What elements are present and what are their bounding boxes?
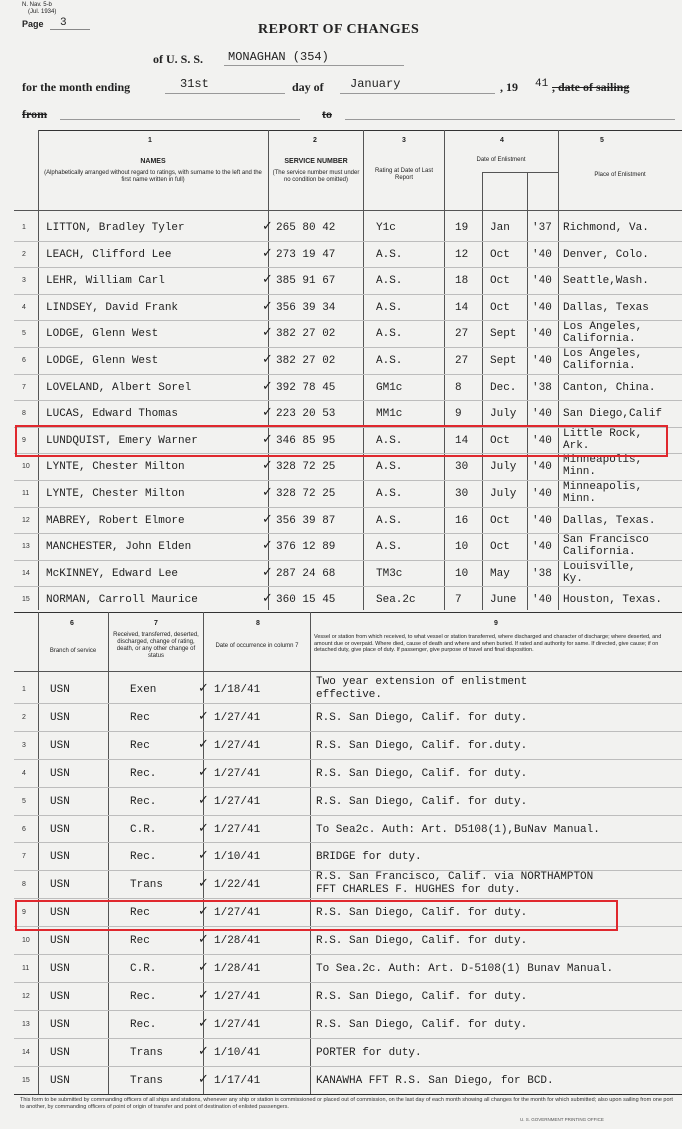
member-name: McKINNEY, Edward Lee <box>46 567 179 580</box>
change-detail: effective. <box>316 689 383 701</box>
enlist-place: California. <box>563 546 636 559</box>
enlist-day: 30 <box>455 488 469 500</box>
page-label: Page <box>22 19 44 29</box>
enlist-day: 18 <box>455 275 469 288</box>
enlist-day: 12 <box>455 248 469 261</box>
check-mark-icon: ✓ <box>198 960 209 975</box>
service-number: 360 15 45 <box>276 594 336 607</box>
enlist-place: San Francisco <box>563 534 649 547</box>
rating: GM1c <box>376 381 403 394</box>
rating: A.S. <box>376 328 403 341</box>
service-number: 265 80 42 <box>276 222 336 234</box>
branch-of-service: USN <box>50 1046 70 1059</box>
enlist-month: Oct <box>490 434 510 447</box>
change-detail: R.S. San Diego, Calif. for duty. <box>316 711 528 724</box>
enlist-day: 8 <box>455 381 462 394</box>
check-mark-icon: ✓ <box>262 298 273 314</box>
year-prefix: , 19 <box>500 80 518 94</box>
enlist-place: Dallas, Texas. <box>563 514 656 527</box>
col9-title: Vessel or station from which received, to what vessel or station transferred, where discharged and character of discharge; where deserted, and amount due or overpaid. Where died, cause of death and where and when buried. If rated and authority for same. If directed, give cause; if on detached duty, give place of duty. If passenger, give purpose of travel and final disposition. <box>314 634 662 653</box>
occurrence-date: 1/28/41 <box>214 935 261 948</box>
enlist-month: Oct <box>490 514 510 527</box>
check-mark-icon: ✓ <box>262 378 273 394</box>
upper-row-number: 11 <box>22 490 30 497</box>
sailing-label: , date of sailing <box>552 80 630 94</box>
rating: MM1c <box>376 408 403 421</box>
branch-of-service: USN <box>50 879 70 892</box>
service-number: 382 27 02 <box>276 328 336 341</box>
lower-row-divider <box>14 787 682 788</box>
month-value: January <box>350 77 401 91</box>
upper-row-divider <box>14 586 682 587</box>
enlist-place: Minneapolis, <box>563 481 643 493</box>
enlist-year: '38 <box>532 567 552 580</box>
service-number: 382 27 02 <box>276 355 336 367</box>
enlist-place: California. <box>563 333 636 346</box>
check-mark-icon: ✓ <box>262 405 273 421</box>
check-mark-icon: ✓ <box>198 736 209 752</box>
lower-row-number: 8 <box>22 881 26 889</box>
enlist-month: Oct <box>490 301 510 314</box>
enlist-day: 30 <box>455 461 469 474</box>
report-title: REPORT OF CHANGES <box>258 22 420 37</box>
to-label: to <box>322 107 332 121</box>
enlist-day: 14 <box>455 434 469 447</box>
upper-row-divider <box>14 374 682 375</box>
enlist-day: 14 <box>455 301 469 314</box>
change-of-status: Trans <box>130 1046 164 1059</box>
enlist-place: Houston, Texas. <box>563 594 663 607</box>
enlist-place: Los Angeles, <box>563 321 643 334</box>
printer-note: U. S. GOVERNMENT PRINTING OFFICE <box>520 1117 604 1122</box>
service-number: 328 72 25 <box>276 488 336 500</box>
lower-row-number: 12 <box>22 992 30 1000</box>
lower-row-number: 13 <box>22 1020 30 1028</box>
branch-of-service: USN <box>50 739 70 752</box>
enlist-month: June <box>490 594 517 607</box>
enlist-place: Minneapolis, <box>563 454 643 467</box>
upper-row-divider <box>14 400 682 401</box>
change-of-status: Rec <box>130 935 150 948</box>
rating: A.S. <box>376 541 403 554</box>
check-mark-icon: ✓ <box>262 485 273 500</box>
change-detail: R.S. San Diego, Calif. for duty. <box>316 990 528 1003</box>
check-mark-icon: ✓ <box>198 681 209 696</box>
member-name: LYNTE, Chester Milton <box>46 461 185 474</box>
change-of-status: C.R. <box>130 823 157 836</box>
form-date: (Jul. 1934) <box>28 9 57 15</box>
highlight-lower-row-9 <box>15 900 618 931</box>
check-mark-icon: ✓ <box>198 764 209 780</box>
enlist-month: Sept <box>490 328 517 341</box>
branch-of-service: USN <box>50 767 70 780</box>
enlist-day: 10 <box>455 541 469 554</box>
col3-title: Rating at Date of Last Report <box>374 168 434 181</box>
upper-row-number: 15 <box>22 596 30 604</box>
check-mark-icon: ✓ <box>262 564 273 580</box>
occurrence-date: 1/10/41 <box>214 851 261 864</box>
lower-row-number: 3 <box>22 741 26 749</box>
occurrence-date: 1/27/41 <box>214 711 261 724</box>
change-of-status: Rec <box>130 711 150 724</box>
ship-name: MONAGHAN (354) <box>228 50 329 64</box>
occurrence-date: 1/22/41 <box>214 879 261 892</box>
upper-row-divider <box>14 507 682 508</box>
lower-row-divider <box>14 703 682 704</box>
change-detail: R.S. San Diego, Calif. for duty. <box>316 935 528 948</box>
enlist-year: '40 <box>532 328 552 341</box>
enlist-year: '40 <box>532 514 552 527</box>
year-value: 41 <box>535 78 549 90</box>
lower-row-number: 5 <box>22 797 26 805</box>
service-number: 287 24 68 <box>276 567 336 580</box>
enlist-day: 7 <box>455 594 462 607</box>
occurrence-date: 1/27/41 <box>214 767 261 780</box>
lower-row-divider <box>14 1010 682 1011</box>
occurrence-date: 1/27/41 <box>214 990 261 1003</box>
enlist-place: Los Angeles, <box>563 348 643 360</box>
col1-title: NAMES <box>140 158 166 165</box>
enlist-day: 16 <box>455 514 469 527</box>
check-mark-icon: ✓ <box>198 708 209 724</box>
lower-row-number: 9 <box>22 909 26 917</box>
change-detail: R.S. San Diego, Calif. for.duty. <box>316 739 528 752</box>
check-mark-icon: ✓ <box>262 325 273 341</box>
from-label: from <box>22 107 48 121</box>
enlist-year: '40 <box>532 355 552 367</box>
service-number: 356 39 34 <box>276 301 336 314</box>
lower-row-number: 1 <box>22 686 26 693</box>
of-ship-label: of U. S. S. <box>153 52 204 66</box>
member-name: LODGE, Glenn West <box>46 328 159 341</box>
change-detail: Two year extension of enlistment <box>316 676 528 688</box>
lower-row-number: 6 <box>22 825 26 833</box>
enlist-year: '40 <box>532 488 552 500</box>
enlist-day: 27 <box>455 328 469 341</box>
check-mark-icon: ✓ <box>198 1015 209 1031</box>
day-value: 31st <box>180 77 209 91</box>
change-detail: KANAWHA FFT R.S. San Diego, for BCD. <box>316 1074 554 1087</box>
change-of-status: Rec. <box>130 795 157 808</box>
footer-note: This form to be submitted by commanding officers of all ships and stations, whenever any ship or station is commissioned or placed out of commission, on the last day of each month showing all changes for the month for which submitted; also upon sailing from one port to another, by commanding officers of point of origin of transfer and point of destination of enlisted passengers. <box>20 1097 673 1110</box>
lower-row-divider <box>14 815 682 816</box>
check-mark-icon: ✓ <box>198 932 209 948</box>
lower-row-number: 7 <box>22 853 26 861</box>
enlist-place: Ark. <box>563 439 590 452</box>
change-detail: R.S. San Diego, Calif. for duty. <box>316 907 528 920</box>
check-mark-icon: ✓ <box>198 876 209 892</box>
member-name: LINDSEY, David Frank <box>46 301 179 314</box>
change-detail: PORTER for duty. <box>316 1046 422 1059</box>
col1-note: (Alphabetically arranged without regard to ratings, with surname to the left and the first name written in full) <box>44 170 262 183</box>
col8-title: Date of occurrence in column 7 <box>215 643 299 649</box>
lower-row-number: 10 <box>22 937 30 945</box>
enlist-month: May <box>490 567 510 580</box>
enlist-year: '40 <box>532 408 552 421</box>
change-detail: R.S. San Diego, Calif. for duty. <box>316 767 528 780</box>
col5-number: 5 <box>600 137 604 144</box>
upper-row-number: 6 <box>22 357 26 364</box>
upper-row-number: 8 <box>22 410 26 418</box>
occurrence-date: 1/28/41 <box>214 963 261 975</box>
upper-row-divider <box>14 294 682 295</box>
enlist-place: Minn. <box>563 493 597 505</box>
highlight-upper-row-9 <box>15 425 668 457</box>
enlist-year: '40 <box>532 594 552 607</box>
enlist-year: '38 <box>532 381 552 394</box>
branch-of-service: USN <box>50 907 70 920</box>
lower-row-divider <box>14 954 682 955</box>
upper-row-number: 1 <box>22 224 26 231</box>
enlist-month: Oct <box>490 248 510 261</box>
member-name: LUCAS, Edward Thomas <box>46 408 179 421</box>
change-of-status: Trans <box>130 879 164 892</box>
upper-row-divider <box>14 241 682 242</box>
occurrence-date: 1/17/41 <box>214 1074 261 1087</box>
enlist-day: 9 <box>455 408 462 421</box>
enlist-year: '40 <box>532 541 552 554</box>
service-number: 273 19 47 <box>276 248 336 261</box>
occurrence-date: 1/27/41 <box>214 823 261 836</box>
enlist-place: Denver, Colo. <box>563 248 649 261</box>
member-name: LUNDQUIST, Emery Warner <box>46 434 198 447</box>
occurrence-date: 1/27/41 <box>214 795 261 808</box>
col2-note: (The service number must under no condition be omitted) <box>272 170 360 183</box>
enlist-place: San Diego,Calif <box>563 408 663 421</box>
enlist-day: 19 <box>455 222 469 234</box>
upper-row-number: 2 <box>22 250 26 258</box>
enlist-month: July <box>490 488 517 500</box>
change-detail: R.S. San Diego, Calif. for duty. <box>316 1018 528 1031</box>
check-mark-icon: ✓ <box>262 245 273 261</box>
check-mark-icon: ✓ <box>262 219 273 234</box>
enlist-place: California. <box>563 360 636 372</box>
lower-row-divider <box>14 1066 682 1067</box>
member-name: LYNTE, Chester Milton <box>46 488 185 500</box>
check-mark-icon: ✓ <box>262 431 273 447</box>
occurrence-date: 1/10/41 <box>214 1046 261 1059</box>
enlist-month: Oct <box>490 541 510 554</box>
upper-row-number: 14 <box>22 569 30 577</box>
check-mark-icon: ✓ <box>198 1043 209 1059</box>
upper-row-number: 9 <box>22 436 26 444</box>
member-name: LODGE, Glenn West <box>46 355 159 367</box>
check-mark-icon: ✓ <box>262 352 273 367</box>
col7-title: Received, transferred, deserted, discharged, change of rating, death, or any other change of status <box>113 632 199 659</box>
col9-number: 9 <box>494 620 498 627</box>
enlist-year: '40 <box>532 434 552 447</box>
member-name: MANCHESTER, John Elden <box>46 541 192 554</box>
enlist-year: '37 <box>532 222 552 234</box>
change-of-status: Rec <box>130 907 150 920</box>
month-label: for the month ending <box>22 80 131 94</box>
check-mark-icon: ✓ <box>198 792 209 808</box>
rating: A.S. <box>376 248 403 261</box>
lower-row-number: 2 <box>22 713 26 721</box>
check-mark-icon: ✓ <box>262 458 273 474</box>
enlist-year: '40 <box>532 301 552 314</box>
rating: Y1c <box>376 222 396 234</box>
form-code: N. Nav. 5-b <box>22 2 52 8</box>
rating: A.S. <box>376 461 403 474</box>
col2-title: SERVICE NUMBER <box>284 158 348 165</box>
enlist-month: July <box>490 408 517 421</box>
rating: A.S. <box>376 355 403 367</box>
col6-title: Branch of service <box>49 648 97 654</box>
upper-row-number: 7 <box>22 383 26 391</box>
upper-row-number: 3 <box>22 277 26 285</box>
change-of-status: Rec. <box>130 1018 157 1031</box>
col7-number: 7 <box>154 620 158 627</box>
change-detail: FFT CHARLES F. HUGHES for duty. <box>316 884 521 897</box>
branch-of-service: USN <box>50 990 70 1003</box>
member-name: MABREY, Robert Elmore <box>46 514 185 527</box>
branch-of-service: USN <box>50 851 70 864</box>
enlist-place: Dallas, Texas <box>563 301 649 314</box>
lower-row-divider <box>14 982 682 983</box>
col2-number: 2 <box>313 137 317 144</box>
col5-title: Place of Enlistment <box>594 172 646 178</box>
occurrence-date: 1/27/41 <box>214 739 261 752</box>
col4-title: Date of Enlistment <box>476 157 526 163</box>
enlist-month: Oct <box>490 275 510 288</box>
enlist-month: Dec. <box>490 381 517 394</box>
col1-number: 1 <box>148 137 152 144</box>
change-of-status: Rec <box>130 739 150 752</box>
member-name: LEACH, Clifford Lee <box>46 248 172 261</box>
day-label: day of <box>292 80 324 94</box>
change-detail: To Sea.2c. Auth: Art. D-5108(1) Bunav Manual. <box>316 963 614 975</box>
service-number: 392 78 45 <box>276 381 336 394</box>
rating: A.S. <box>376 301 403 314</box>
change-detail: R.S. San Francisco, Calif. via NORTHAMPTON <box>316 871 594 884</box>
branch-of-service: USN <box>50 935 70 948</box>
enlist-year: '40 <box>532 248 552 261</box>
change-detail: R.S. San Diego, Calif. for duty. <box>316 795 528 808</box>
change-of-status: Rec. <box>130 990 157 1003</box>
change-of-status: Trans <box>130 1074 164 1087</box>
col8-number: 8 <box>256 620 260 627</box>
change-of-status: Rec. <box>130 767 157 780</box>
upper-row-divider <box>14 267 682 268</box>
service-number: 356 39 87 <box>276 514 336 527</box>
service-number: 223 20 53 <box>276 408 336 421</box>
member-name: LOVELAND, Albert Sorel <box>46 381 192 394</box>
lower-row-divider <box>14 842 682 843</box>
member-name: LITTON, Bradley Tyler <box>46 222 185 234</box>
enlist-month: July <box>490 461 517 474</box>
upper-row-number: 5 <box>22 330 26 338</box>
branch-of-service: USN <box>50 1018 70 1031</box>
lower-row-number: 14 <box>22 1048 30 1056</box>
lower-row-divider <box>14 1038 682 1039</box>
enlist-place: Ky. <box>563 572 583 585</box>
lower-row-number: 11 <box>22 965 30 972</box>
rating: A.S. <box>376 514 403 527</box>
change-of-status: C.R. <box>130 963 157 975</box>
enlist-day: 10 <box>455 567 469 580</box>
member-name: LEHR, William Carl <box>46 275 165 288</box>
check-mark-icon: ✓ <box>198 904 209 920</box>
branch-of-service: USN <box>50 795 70 808</box>
enlist-year: '40 <box>532 275 552 288</box>
enlist-place: Richmond, Va. <box>563 222 649 234</box>
branch-of-service: USN <box>50 963 70 975</box>
col6-number: 6 <box>70 620 74 627</box>
rating: A.S. <box>376 488 403 500</box>
check-mark-icon: ✓ <box>198 820 209 836</box>
occurrence-date: 1/27/41 <box>214 1018 261 1031</box>
branch-of-service: USN <box>50 684 70 696</box>
service-number: 346 85 95 <box>276 434 336 447</box>
service-number: 328 72 25 <box>276 461 336 474</box>
rating: A.S. <box>376 434 403 447</box>
lower-row-divider <box>14 759 682 760</box>
enlist-place: Seattle,Wash. <box>563 275 649 288</box>
enlist-place: Louisville, <box>563 560 636 573</box>
occurrence-date: 1/18/41 <box>214 684 261 696</box>
upper-row-number: 12 <box>22 516 30 524</box>
enlist-place: Little Rock, <box>563 427 643 440</box>
page-number: 3 <box>60 17 67 29</box>
member-name: NORMAN, Carroll Maurice <box>46 594 198 607</box>
service-number: 376 12 89 <box>276 541 336 554</box>
check-mark-icon: ✓ <box>262 591 273 607</box>
enlist-month: Sept <box>490 355 517 367</box>
check-mark-icon: ✓ <box>262 511 273 527</box>
col3-number: 3 <box>402 137 406 144</box>
change-detail: BRIDGE for duty. <box>316 851 422 864</box>
upper-row-number: 4 <box>22 303 26 311</box>
enlist-year: '40 <box>532 461 552 474</box>
check-mark-icon: ✓ <box>262 538 273 554</box>
check-mark-icon: ✓ <box>198 987 209 1003</box>
occurrence-date: 1/27/41 <box>214 907 261 920</box>
lower-row-divider <box>14 731 682 732</box>
enlist-month: Jan <box>490 222 510 234</box>
change-of-status: Rec. <box>130 851 157 864</box>
upper-row-number: 10 <box>22 463 30 471</box>
rating: Sea.2c <box>376 594 416 607</box>
enlist-day: 27 <box>455 355 469 367</box>
check-mark-icon: ✓ <box>262 272 273 288</box>
enlist-place: Minn. <box>563 466 597 479</box>
check-mark-icon: ✓ <box>198 848 209 864</box>
enlist-place: Canton, China. <box>563 381 656 394</box>
branch-of-service: USN <box>50 711 70 724</box>
lower-row-number: 15 <box>22 1076 30 1084</box>
branch-of-service: USN <box>50 1074 70 1087</box>
lower-row-number: 4 <box>22 769 26 777</box>
rating: A.S. <box>376 275 403 288</box>
change-of-status: Exen <box>130 684 157 696</box>
check-mark-icon: ✓ <box>198 1071 209 1087</box>
upper-row-number: 13 <box>22 543 30 551</box>
col4-number: 4 <box>500 137 504 144</box>
rating: TM3c <box>376 567 403 580</box>
change-detail: To Sea2c. Auth: Art. D5108(1),BuNav Manual. <box>316 823 600 836</box>
branch-of-service: USN <box>50 823 70 836</box>
service-number: 385 91 67 <box>276 275 336 288</box>
